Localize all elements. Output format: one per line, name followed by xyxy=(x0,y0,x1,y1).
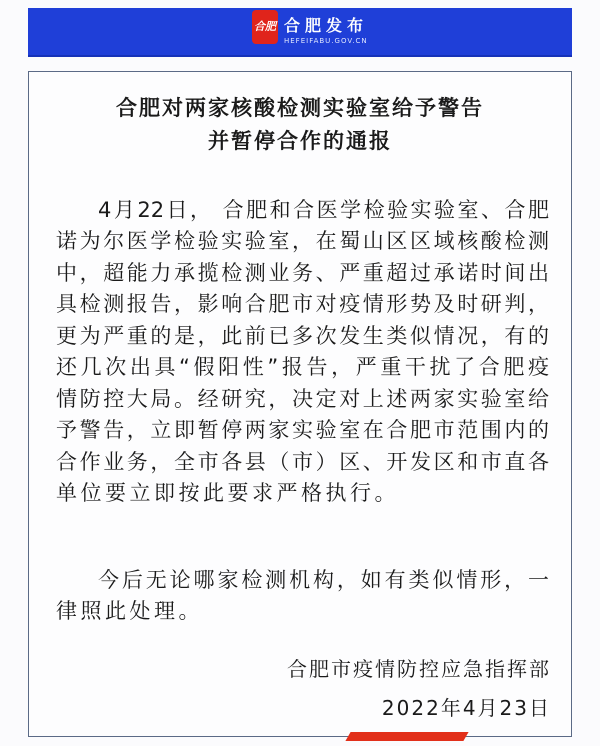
body-line: 情防控大局。经研究，决定对上述两家实验室给 xyxy=(56,387,549,411)
notice-title-line-2: 并暂停合作的通报 xyxy=(208,129,392,153)
body-line: 4月22日， 合肥和合医学检验实验室、合肥 xyxy=(98,198,549,222)
logo-text: 合肥 xyxy=(254,20,276,33)
decorative-red-bar xyxy=(345,732,468,741)
header-banner xyxy=(28,8,572,57)
body-line: 律照此处理。 xyxy=(56,599,203,623)
signature-date: 2022年4月23日 xyxy=(381,696,551,720)
body-line: 中，超能力承揽检测业务、严重超过承诺时间出 xyxy=(56,261,549,285)
body-line: 单位要立即按此要求严格执行。 xyxy=(56,481,399,505)
body-line: 具检测报告，影响合肥市对疫情形势及时研判， xyxy=(56,292,549,316)
brand-url: HEFEIFABU.GOV.CN xyxy=(284,37,368,45)
body-line: 合作业务，全市各县（市）区、开发区和市直各 xyxy=(56,450,549,474)
body-line: 今后无论哪家检测机构，如有类似情形，一 xyxy=(98,568,549,592)
notice-title-line-1: 合肥对两家核酸检测实验室给予警告 xyxy=(116,96,484,120)
body-line: 还几次出具“假阳性”报告，严重干扰了合肥疫 xyxy=(56,355,549,379)
body-line: 诺为尔医学检验实验室，在蜀山区区域核酸检测 xyxy=(56,229,549,253)
body-line: 更为严重的是，此前已多次发生类似情况，有的 xyxy=(56,324,549,348)
body-line: 予警告，立即暂停两家实验室在合肥市范围内的 xyxy=(56,418,549,442)
hefei-logo-icon xyxy=(252,10,278,44)
brand-name: 合肥发布 xyxy=(284,16,369,35)
signature-org: 合肥市疫情防控应急指挥部 xyxy=(287,657,551,681)
notice-document xyxy=(28,71,572,737)
